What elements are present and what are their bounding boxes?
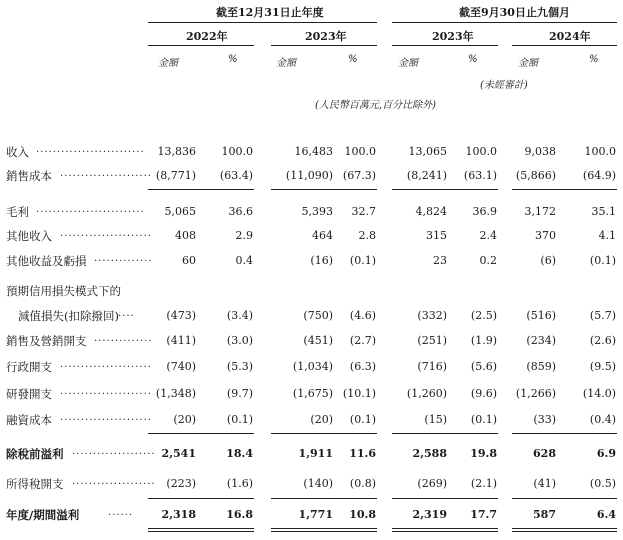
row-value: (15) [424, 413, 447, 426]
row-value: (0.8) [349, 477, 376, 490]
row-value: (3.4) [226, 309, 253, 322]
row-label-profit-before-tax: 除稅前溢利 [6, 447, 64, 461]
row-value: 16.8 [226, 508, 253, 521]
row-value: 32.7 [351, 205, 376, 218]
row-value: (63.4) [219, 169, 253, 182]
row-value: (2.5) [470, 309, 497, 322]
subtotal-rule [512, 189, 617, 190]
header-amount-label-4: 金額 [518, 58, 538, 69]
row-leader-profit-before-tax: .................... [72, 446, 156, 457]
header-group-nine-months: 截至9月30日止九個月 [459, 6, 570, 19]
row-value: (0.1) [349, 413, 376, 426]
header-amount-label-2: 金額 [276, 58, 296, 69]
row-value: 2.9 [235, 229, 253, 242]
row-value: 5,065 [164, 205, 196, 218]
row-leader-finance-costs: ...................... [60, 412, 152, 423]
row-value: (140) [303, 477, 333, 490]
total-double-rule [392, 528, 498, 529]
header-pct-label-1: % [228, 54, 238, 65]
row-value: 1,911 [298, 447, 333, 460]
header-year-rule-2024-9m [512, 45, 617, 46]
row-value: (411) [166, 334, 196, 347]
row-value: 2.8 [358, 229, 376, 242]
subtotal-rule [271, 433, 377, 434]
row-value: (234) [526, 334, 556, 347]
row-value: (473) [166, 309, 196, 322]
subtotal-rule [148, 189, 254, 190]
row-value: 2,319 [412, 508, 447, 521]
row-value: 2.4 [479, 229, 497, 242]
row-value: 18.4 [226, 447, 253, 460]
row-value: (9.5) [589, 360, 616, 373]
row-value: 100.0 [584, 145, 616, 158]
row-value: 36.9 [472, 205, 497, 218]
row-leader-revenue: .......................... [36, 144, 145, 155]
header-year-rule-2023 [271, 45, 377, 46]
row-value: (2.7) [349, 334, 376, 347]
row-value: (1.9) [470, 334, 497, 347]
total-double-rule [148, 528, 254, 529]
row-value: 36.6 [228, 205, 253, 218]
row-leader-rnd-expenses: ...................... [60, 386, 152, 397]
row-value: (0.1) [470, 413, 497, 426]
row-value: (9.7) [226, 387, 253, 400]
row-value: (8,771) [155, 169, 196, 182]
header-pct-label-4: % [589, 54, 599, 65]
row-value: 2,541 [161, 447, 196, 460]
row-label-admin-expenses: 行政開支 [6, 360, 52, 374]
row-value: (3.0) [226, 334, 253, 347]
row-value: 4,824 [415, 205, 447, 218]
row-value: 19.8 [470, 447, 497, 460]
header-pct-label-2: % [348, 54, 358, 65]
row-value: (5,866) [515, 169, 556, 182]
subtotal-rule [148, 433, 254, 434]
row-value: (5.6) [470, 360, 497, 373]
row-value: (269) [417, 477, 447, 490]
row-value: (740) [166, 360, 196, 373]
header-year-rule-2022 [148, 45, 254, 46]
header-unit-note: (人民幣百萬元,百分比除外) [315, 100, 436, 111]
total-double-rule [392, 531, 498, 532]
row-value: (9.6) [470, 387, 497, 400]
row-value: 2,588 [412, 447, 447, 460]
subtotal-rule [392, 498, 498, 499]
row-value: 13,836 [157, 145, 196, 158]
row-value: 60 [182, 254, 196, 267]
row-value: (67.3) [342, 169, 376, 182]
subtotal-rule [392, 433, 498, 434]
row-value: (859) [526, 360, 556, 373]
row-value: (2.1) [470, 477, 497, 490]
total-double-rule [512, 531, 617, 532]
header-unaudited-note: (未經審計) [480, 80, 528, 91]
subtotal-rule [271, 498, 377, 499]
row-value: 100.0 [344, 145, 376, 158]
row-leader-admin-expenses: ...................... [60, 359, 152, 370]
row-value: (4.6) [349, 309, 376, 322]
row-leader-ecl: .... [118, 308, 135, 319]
row-value: (1.6) [226, 477, 253, 490]
row-value: (20) [310, 413, 333, 426]
row-leader-profit-for-period: ...... [108, 507, 134, 518]
row-value: (1,675) [292, 387, 333, 400]
row-value: (750) [303, 309, 333, 322]
row-value: (716) [417, 360, 447, 373]
header-amount-label-3: 金額 [398, 58, 418, 69]
subtotal-rule [392, 189, 498, 190]
row-value: (10.1) [342, 387, 376, 400]
row-value: (1,348) [155, 387, 196, 400]
row-value: 5,393 [301, 205, 333, 218]
row-value: (11,090) [285, 169, 333, 182]
row-label-profit-for-period: 年度/期間溢利 [6, 508, 80, 522]
row-value: (5.7) [589, 309, 616, 322]
row-value: 0.2 [479, 254, 497, 267]
row-value: 35.1 [591, 205, 616, 218]
row-label-other-income: 其他收入 [6, 229, 52, 243]
row-value: 4.1 [598, 229, 616, 242]
row-value: 0.4 [235, 254, 253, 267]
row-value: 3,172 [524, 205, 556, 218]
row-label-ecl-line2: 減值損失(扣除撥回) [18, 309, 119, 323]
row-value: 10.8 [349, 508, 376, 521]
row-value: (1,034) [292, 360, 333, 373]
row-value: 464 [312, 229, 333, 242]
row-value: 100.0 [221, 145, 253, 158]
row-leader-cost-of-sales: ...................... [60, 168, 152, 179]
row-value: (8,241) [406, 169, 447, 182]
row-label-finance-costs: 融資成本 [6, 413, 52, 427]
row-value: 315 [426, 229, 447, 242]
header-pct-label-3: % [468, 54, 478, 65]
row-label-cost-of-sales: 銷售成本 [6, 169, 52, 183]
row-label-selling-marketing: 銷售及營銷開支 [6, 334, 87, 348]
row-value: (0.5) [589, 477, 616, 490]
row-value: (2.6) [589, 334, 616, 347]
row-value: 16,483 [294, 145, 333, 158]
row-value: (0.1) [349, 254, 376, 267]
row-value: (41) [533, 477, 556, 490]
header-year-2022: 2022年 [186, 30, 228, 43]
row-value: (64.9) [582, 169, 616, 182]
total-double-rule [271, 528, 377, 529]
row-label-rnd-expenses: 研發開支 [6, 387, 52, 401]
row-value: 100.0 [465, 145, 497, 158]
row-value: (6) [540, 254, 556, 267]
row-value: (451) [303, 334, 333, 347]
subtotal-rule [512, 433, 617, 434]
header-year-2023-9m: 2023年 [432, 30, 474, 43]
row-value: 11.6 [349, 447, 376, 460]
total-double-rule [512, 528, 617, 529]
row-leader-other-income: ...................... [60, 228, 152, 239]
total-double-rule [148, 531, 254, 532]
subtotal-rule [148, 498, 254, 499]
row-value: (6.3) [349, 360, 376, 373]
header-year-rule-2023-9m [392, 45, 498, 46]
row-value: (63.1) [463, 169, 497, 182]
row-value: (33) [533, 413, 556, 426]
row-value: (0.1) [226, 413, 253, 426]
row-value: 370 [535, 229, 556, 242]
header-group-rule-fy [148, 22, 377, 23]
row-value: 23 [433, 254, 447, 267]
header-group-rule-9m [392, 22, 617, 23]
row-value: 2,318 [161, 508, 196, 521]
row-leader-selling-marketing: .............. [94, 333, 153, 344]
row-value: (5.3) [226, 360, 253, 373]
header-year-2023: 2023年 [305, 30, 347, 43]
row-value: 408 [175, 229, 196, 242]
row-value: 1,771 [298, 508, 333, 521]
row-label-income-tax: 所得稅開支 [6, 477, 64, 491]
row-value: (251) [417, 334, 447, 347]
row-value: (1,266) [515, 387, 556, 400]
row-value: (1,260) [406, 387, 447, 400]
row-leader-other-gains-losses: .............. [94, 253, 153, 264]
total-double-rule [271, 531, 377, 532]
header-amount-label-1: 金額 [158, 58, 178, 69]
row-label-revenue: 收入 [6, 145, 29, 159]
row-leader-income-tax: .................... [72, 476, 156, 487]
row-value: 628 [533, 447, 556, 460]
row-label-other-gains-losses: 其他收益及虧損 [6, 254, 87, 268]
row-value: (332) [417, 309, 447, 322]
row-value: (14.0) [582, 387, 616, 400]
row-value: (0.4) [589, 413, 616, 426]
header-group-fiscal-year: 截至12月31日止年度 [216, 6, 324, 19]
row-label-ecl-line1: 預期信用損失模式下的 [6, 284, 121, 298]
row-value: (223) [166, 477, 196, 490]
subtotal-rule [271, 189, 377, 190]
row-value: (20) [173, 413, 196, 426]
row-value: 9,038 [524, 145, 556, 158]
row-value: 6.4 [596, 508, 616, 521]
row-value: (516) [526, 309, 556, 322]
header-year-2024-9m: 2024年 [549, 30, 591, 43]
row-value: 17.7 [470, 508, 497, 521]
row-value: (0.1) [589, 254, 616, 267]
row-value: 587 [533, 508, 556, 521]
row-leader-gross-profit: .......................... [36, 204, 145, 215]
subtotal-rule [512, 498, 617, 499]
row-value: 13,065 [408, 145, 447, 158]
row-value: (16) [310, 254, 333, 267]
row-label-gross-profit: 毛利 [6, 205, 29, 219]
row-value: 6.9 [596, 447, 616, 460]
